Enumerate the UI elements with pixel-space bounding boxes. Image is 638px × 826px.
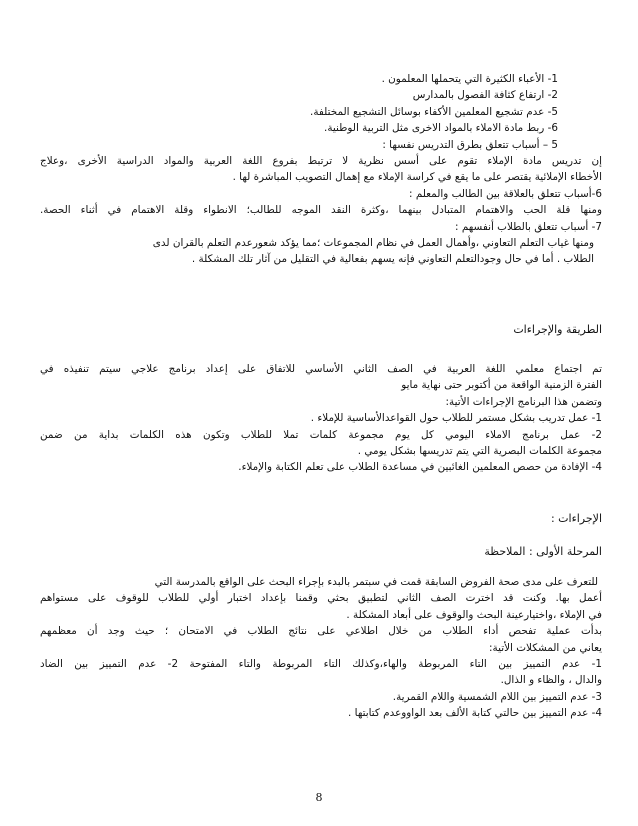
cause-item: 2- ارتفاع كثافة الفصول بالمدارس <box>412 89 558 102</box>
paragraph-line: ومنها قلة الحب والاهتمام المتبادل بينهما ،وكثرة النقد الموجه للطالب؛ الانطواء وقلة الاهتمام في أثناء الحصة. <box>40 204 602 217</box>
paragraph-line: وتضمن هذا البرنامج الإجراءات الأتية: <box>445 395 602 408</box>
paragraph-line: تم اجتماع معلمي اللغة العربية في الصف الثاني الأساسي للاتفاق على إعداد برنامج علاجي سيتم تنفيذه في <box>40 363 602 375</box>
cause-heading: 7- أسباب تتعلق بالطلاب أنفسهم : <box>455 220 602 233</box>
method-section <box>40 322 602 338</box>
procedure-item: 4- الإفادة من حصص المعلمين الغائبين في مساعدة الطلاب على تعلم الكتابة والإملاء. <box>238 461 602 474</box>
problem-item: 4- عدم التمييز بين حالتي كتابة الألف بعد الواووعدم كتابتها . <box>348 707 602 720</box>
paragraph-line: الفترة الزمنية الواقعة من أكتوبر حتى نهاية مايو <box>401 379 602 392</box>
paragraph-line: الأخطاء الإملائية يقتصر على ما يقع في كراسة الإملاء مع إهمال التصويب المباشرة لها . <box>232 171 602 184</box>
procedure-item: 1- عمل تدريب بشكل مستمر للطلاب حول القواعدالأساسية للإملاء . <box>310 412 602 425</box>
section-heading: الإجراءات : <box>550 512 602 525</box>
observation-section <box>40 544 602 560</box>
paragraph-line: يعاني من المشكلات الأتية: <box>489 641 602 654</box>
paragraph-line: ومنها غياب التعلم التعاوني ،وأهمال العمل في نظام المجموعات ؛مما يؤكد شعورعدم التعلم بالقران لدى <box>152 237 594 250</box>
cause-item: 1- الأعباء الكثيرة التي يتحملها المعلمون . <box>381 73 558 85</box>
causes-section <box>40 71 602 268</box>
procedures-section <box>40 511 602 527</box>
problem-item: 1- عدم التمييز بين التاء المربوطة والهاء،وكذلك التاء المربوطة والتاء المفتوحة 2- عدم التمييز بين الضاد <box>40 658 602 671</box>
section-heading: المرحلة الأولى : الملاحظة <box>484 545 602 558</box>
paragraph-line: الطلاب . أما في حال وجودالتعلم التعاوني فإنه يسهم بفعالية في التقليل من آثار تلك المشكلة . <box>191 253 594 266</box>
problem-item: 3- عدم التمييز بين اللام الشمسية واللام القمرية. <box>392 690 602 703</box>
cause-heading: 5 – أسباب تتعلق بطرق التدريس نفسها : <box>382 138 558 151</box>
paragraph-line: إن تدريس مادة الإملاء تقوم على أسس نظرية لا ترتبط بفروع اللغة العربية والمواد الدراسية الأخرى ،وعلاج <box>40 155 602 168</box>
procedure-item: 2- عمل برنامج الاملاء اليومي كل يوم مجموعة كلمات تملا للطلاب وتكون هذه الكلمات بداية من ضمن <box>40 428 602 441</box>
cause-item: 5- عدم تشجيع المعلمين الأكفاء بوسائل التشجيع المختلفة. <box>310 105 558 118</box>
observation-body <box>40 574 602 722</box>
paragraph-line: والدال ، والظاء و الذال. <box>500 674 602 687</box>
paragraph-line: أعمل بها. وكنت قد اخترت الصف الثاني لتطبيق بحثي وقمنا بإعداد اختبار أولي للطلاب للوقوف على مستواهم <box>40 592 602 605</box>
paragraph-line: بدأت عملية تفحص أداء الطلاب من خلال اطلاعي على نتائج الطلاب في الامتحان ؛ حيث وجد أن معظمهم <box>40 625 602 638</box>
page-number: 8 <box>315 791 323 804</box>
method-body <box>40 361 602 476</box>
section-heading: الطريقة والإجراءات <box>513 323 602 336</box>
paragraph-line: للتعرف على مدى صحة الفروض السابقة قمت في سبتمر بالبدء بإجراء البحث على الواقع بالمدرسة التي <box>154 576 598 588</box>
cause-heading: 6-أسباب تتعلق بالعلاقة بين الطالب والمعلم : <box>409 187 602 200</box>
cause-item: 6- ربط مادة الاملاء بالمواد الاخرى مثل التربية الوطنية. <box>324 122 558 135</box>
paragraph-line: في الإملاء ،واختيارعينة البحث والوقوف على أبعاد المشكلة . <box>346 608 602 621</box>
paragraph-line: مجموعة الكلمات البصرية التي يتم تدريسها بشكل يومي . <box>357 445 602 458</box>
